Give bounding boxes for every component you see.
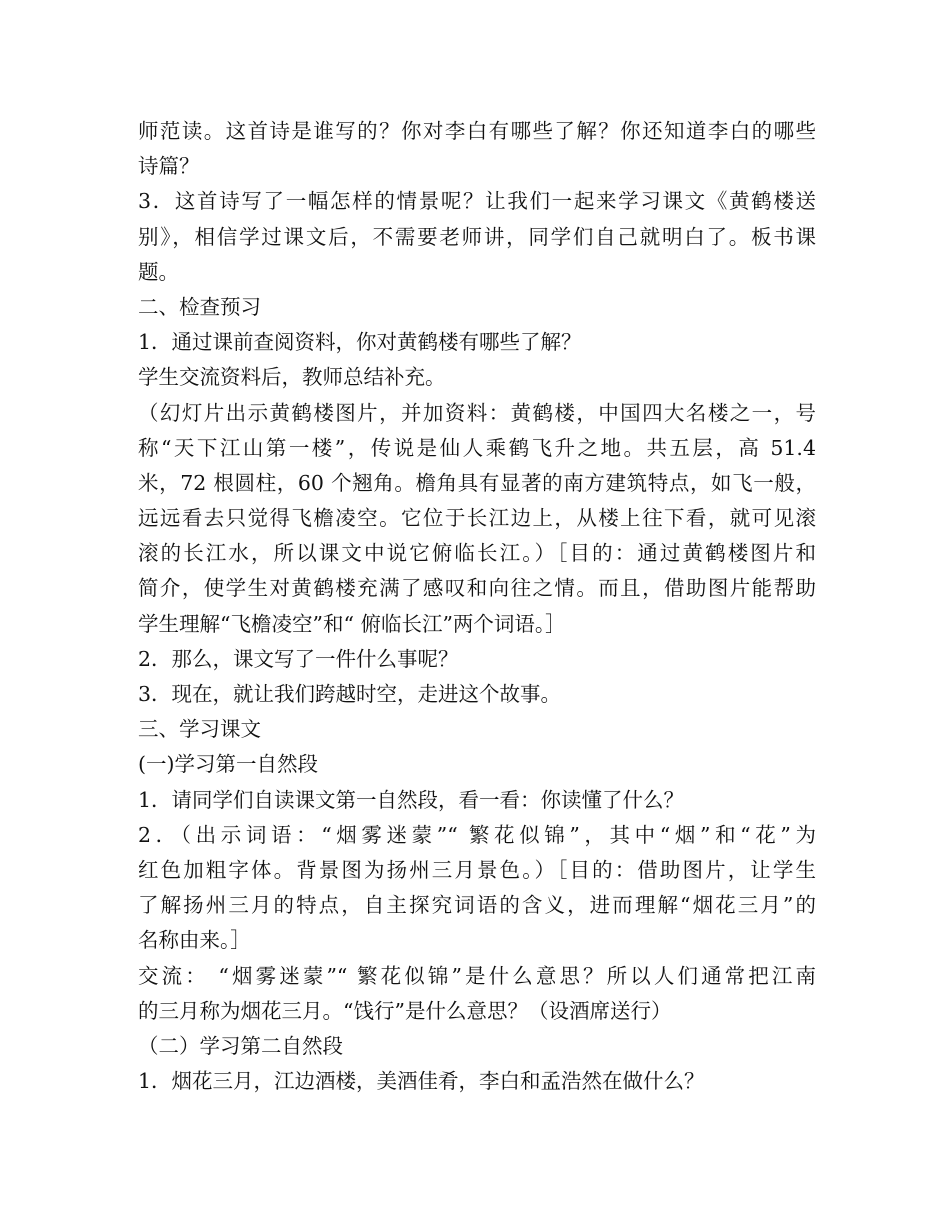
text-line: 1．烟花三月，江边酒楼，美酒佳肴，李白和孟浩然在做什么？: [138, 1069, 705, 1094]
text-line: 2．那么，课文写了一件什么事呢？: [138, 646, 459, 671]
text-line: 名称由来。］: [138, 928, 251, 953]
text-line: 学生理解“飞檐凌空”和“ 俯临长江”两个词语。］: [138, 611, 566, 636]
text-line: 红色加粗字体。背景图为扬州三月景色。）［目的：借助图片，让学生: [138, 857, 816, 882]
text-line: 诗篇？: [138, 154, 200, 179]
text-line: 题。: [138, 259, 179, 284]
subsection-heading: (一)学习第一自然段: [138, 752, 318, 777]
text-line: 别》，相信学过课文后，不需要老师讲，同学们自己就明白了。板书课: [138, 224, 816, 249]
subsection-heading: （二）学习第二自然段: [138, 1033, 343, 1058]
text-line: 交流： “烟雾迷蒙”“ 繁花似锦”是什么意思？所以人们通常把江南: [138, 963, 816, 988]
text-line: 简介，使学生对黄鹤楼充满了感叹和向往之情。而且，借助图片能帮助: [138, 576, 816, 601]
text-line: 的三月称为烟花三月。“饯行”是什么意思？（设酒席送行）: [138, 998, 672, 1023]
text-line: （幻灯片出示黄鹤楼图片，并加资料：黄鹤楼，中国四大名楼之一，号: [138, 400, 816, 425]
text-line: 了解扬州三月的特点，自主探究词语的含义，进而理解“烟花三月”的: [138, 893, 816, 918]
text-line: 滚的长江水，所以课文中说它俯临长江。）［目的：通过黄鹤楼图片和: [138, 541, 816, 566]
section-heading: 二、检查预习: [138, 294, 261, 319]
section-heading: 三、学习课文: [138, 717, 261, 742]
text-line: 米，72 根圆柱，60 个翘角。檐角具有显著的南方建筑特点，如飞一般，: [138, 470, 816, 495]
text-line: 1．请同学们自读课文第一自然段，看一看：你读懂了什么？: [138, 787, 685, 812]
text-line: 师范读。这首诗是谁写的？你对李白有哪些了解？你还知道李白的哪些: [138, 119, 816, 143]
text-line: 3．这首诗写了一幅怎样的情景呢？让我们一起来学习课文《黄鹤楼送: [138, 189, 816, 214]
text-line: 远远看去只觉得飞檐凌空。它位于长江边上，从楼上往下看，就可见滚: [138, 506, 816, 531]
text-line: 2．（出示词语：“烟雾迷蒙”“ 繁花似锦”，其中“烟”和“花”为: [138, 822, 816, 847]
text-line: 3．现在，就让我们跨越时空，走进这个故事。: [138, 682, 562, 706]
text-line: 学生交流资料后，教师总结补充。: [138, 365, 446, 390]
text-line: 1．通过课前查阅资料，你对黄鹤楼有哪些了解？: [138, 330, 582, 355]
text-line: 称“天下江山第一楼”，传说是仙人乘鹤飞升之地。共五层，高 51.4: [138, 435, 816, 460]
document-page: [138, 114, 818, 1099]
